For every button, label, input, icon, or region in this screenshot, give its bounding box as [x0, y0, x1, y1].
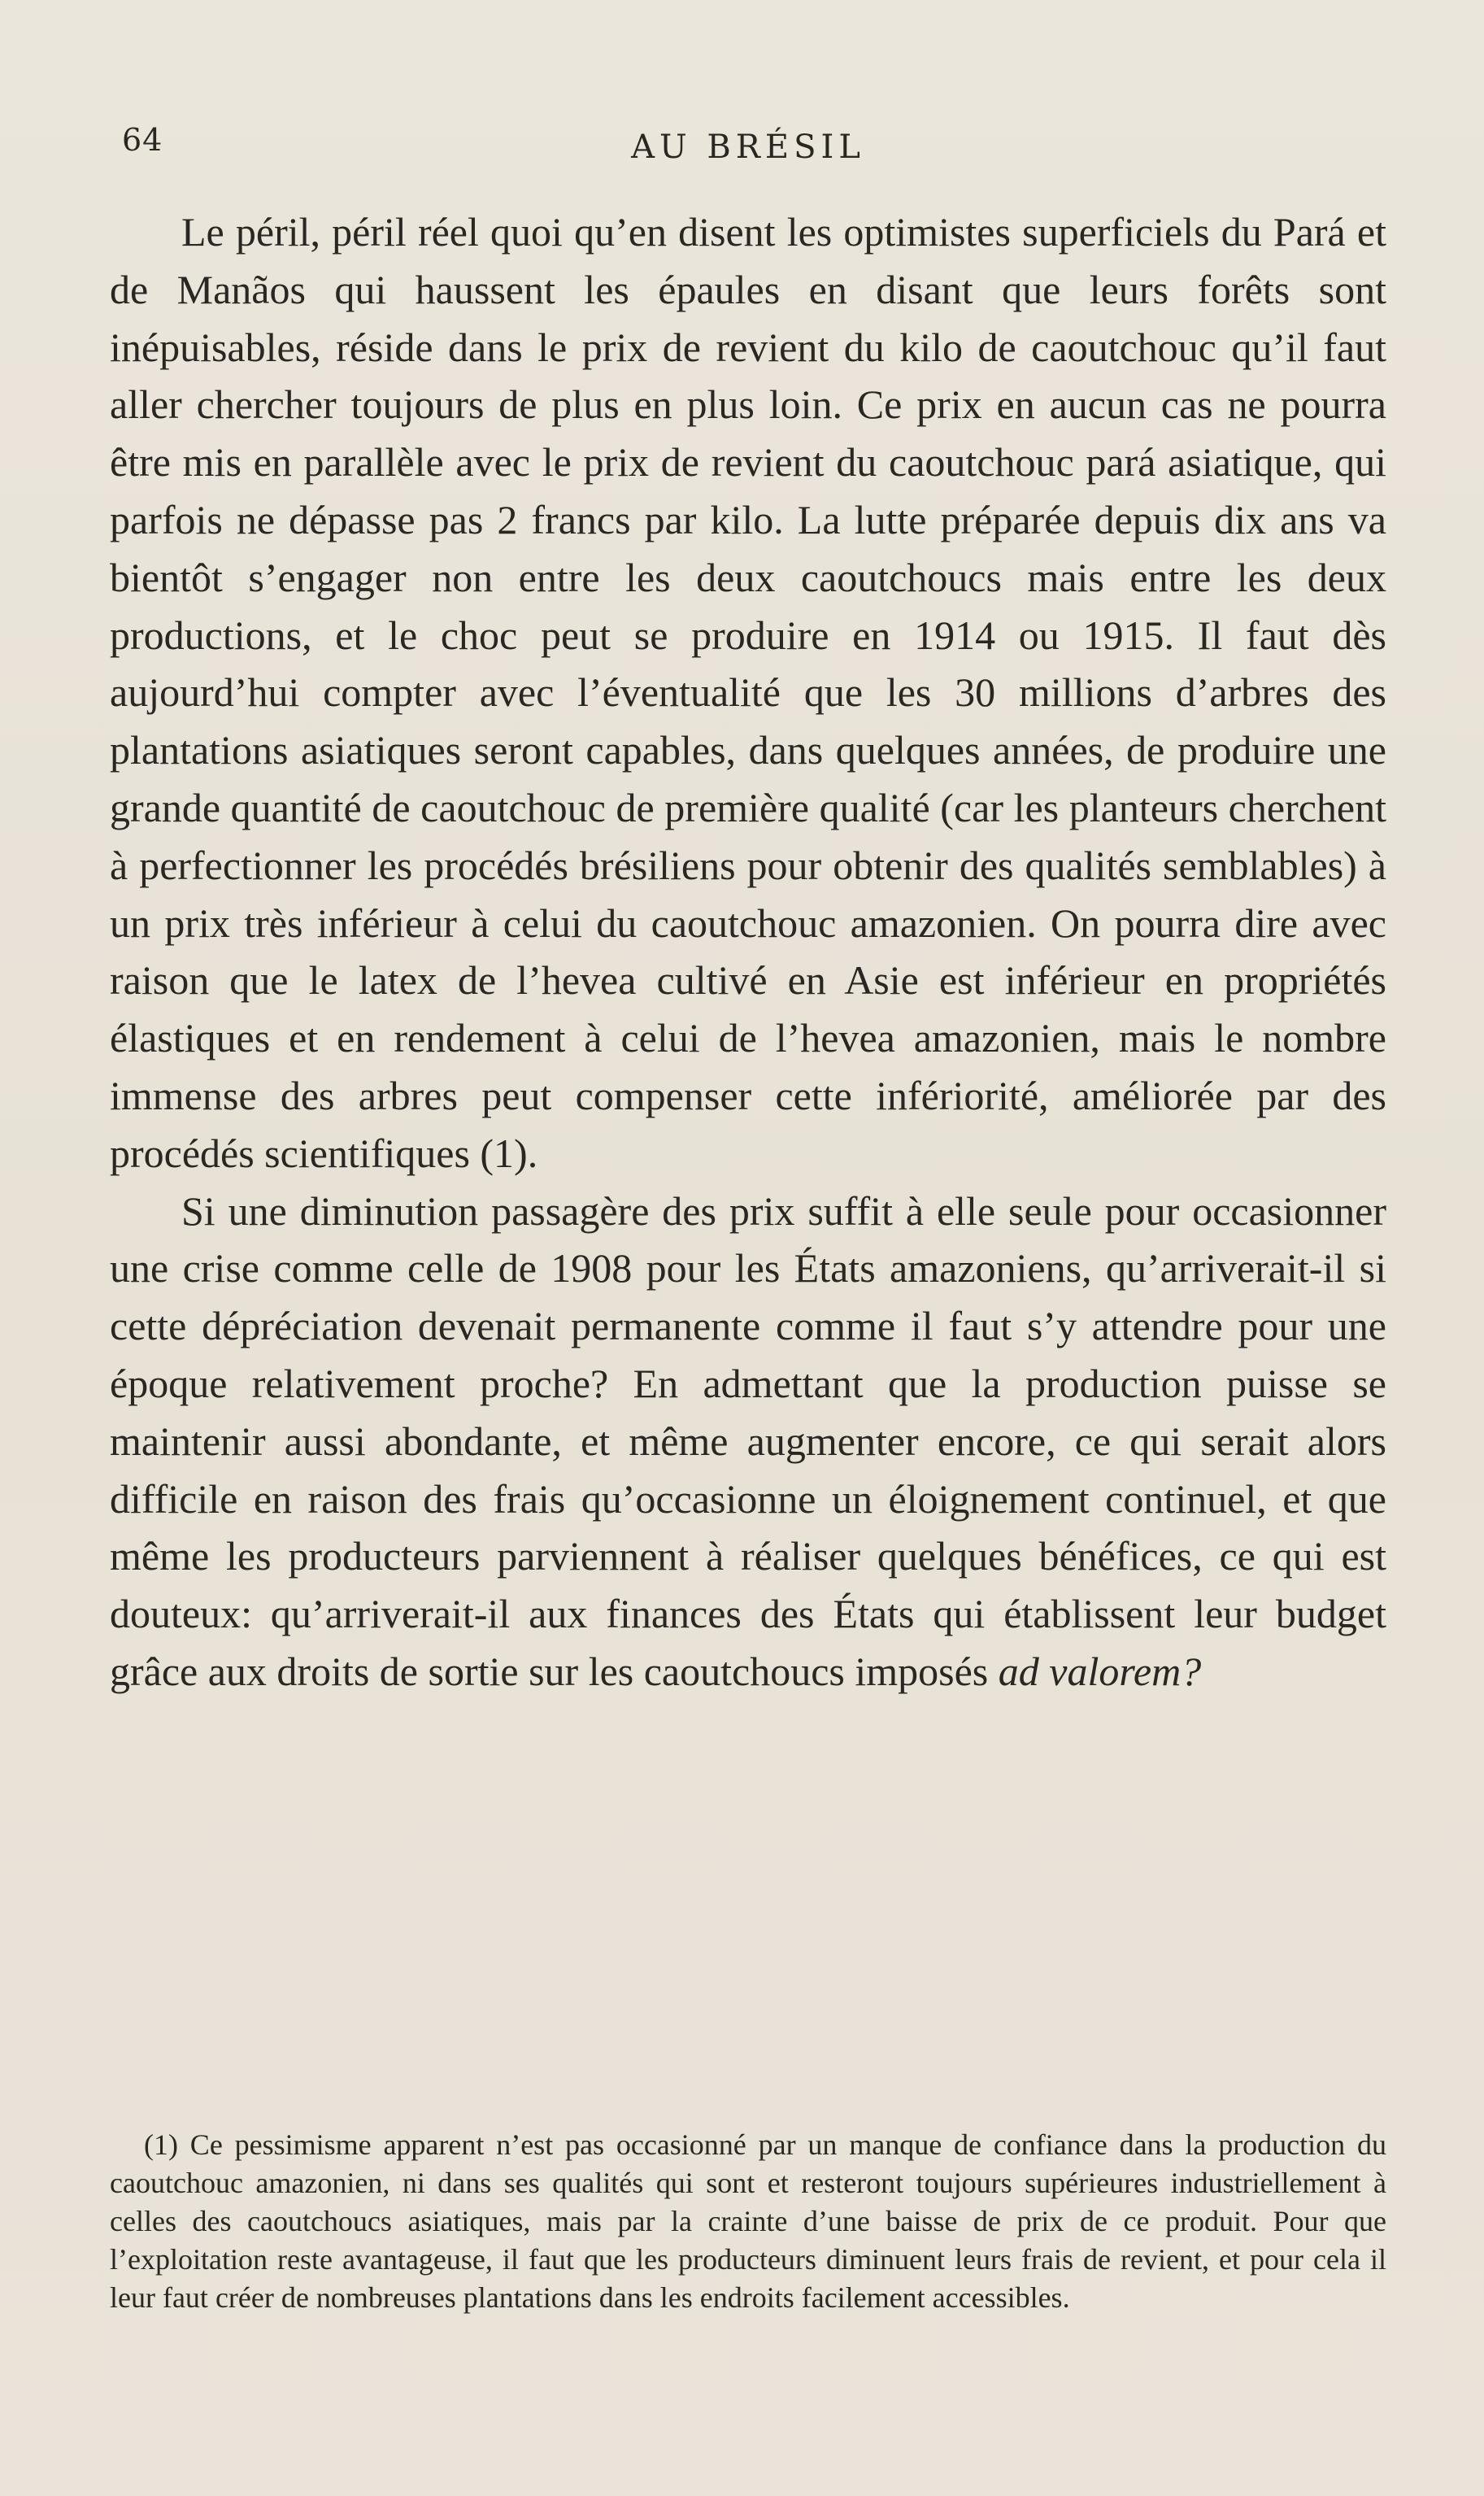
- running-title: AU BRÉSIL: [631, 129, 865, 166]
- footnote: [110, 2126, 1386, 2317]
- body-text: [110, 203, 1386, 1701]
- paragraph-2-text: Si une diminution passagère des prix suffit à elle seule pour occasionner une crise comme celle de 1908 pour les États amazoniens, qu’arriverait-il si cette dépréciation devenait permanente comme il faut s’y attendre pour une époque relativement proche? En admettant que la production puisse se maintenir aussi abondante, et même augmenter encore, ce qui serait alors difficile en raison des frais qu’occasionne un éloignement continuel, et que même les producteurs parviennent à réaliser quelques bénéfices, ce qui est douteux: qu’arriverait-il aux finances des États qui établissent leur budget grâce aux droits de sortie sur les caoutchoucs imposés: [110, 1187, 1386, 1694]
- page-number: 64: [122, 122, 163, 158]
- paragraph-1: Le péril, péril réel quoi qu’en disent les optimistes superficiels du Pará et de Manãos qui haussent les épaules en disant que leurs forêts sont inépuisables, réside dans le prix de revient du kilo de caoutchouc qu’il faut aller chercher toujours de plus en plus loin. Ce prix en aucun cas ne pourra être mis en parallèle avec le prix de revient du caoutchouc pará asiatique, qui parfois ne dépasse pas 2 francs par kilo. La lutte préparée depuis dix ans va bientôt s’engager non entre les deux caoutchoucs mais entre les deux productions, et le choc peut se produire en 1914 ou 1915. Il faut dès aujourd’hui compter avec l’éventualité que les 30 millions d’arbres des plantations asiatiques seront capables, dans quelques années, de produire une grande quantité de caoutchouc de première qualité (car les planteurs cherchent à perfectionner les procédés brésiliens pour obtenir des qualités semblables) à un prix très inférieur à celui du caoutchouc amazonien. On pourra dire avec raison que le latex de l’hevea cultivé en Asie est inférieur en propriétés élastiques et en rendement à celui de l’hevea amazonien, mais le nombre immense des arbres peut compenser cette infériorité, améliorée par des procédés scientifiques (1).: [110, 209, 1386, 1176]
- page-header: [110, 122, 1386, 171]
- paragraph-2-italic: ad valorem?: [998, 1648, 1202, 1694]
- footnote-text: (1) Ce pessimisme apparent n’est pas occasionné par un manque de confiance dans la production du caoutchouc amazonien, ni dans ses qualités qui sont et resteront toujours supérieures industriellement à celles des caoutchoucs asiatiques, mais par la crainte d’une baisse de prix de ce produit. Pour que l’exploitation reste avantageuse, il faut que les producteurs diminuent leurs frais de revient, et pour cela il leur faut créer de nombreuses plantations dans les endroits facilement accessibles.: [110, 2128, 1386, 2314]
- paragraph-2: [110, 1183, 1386, 1701]
